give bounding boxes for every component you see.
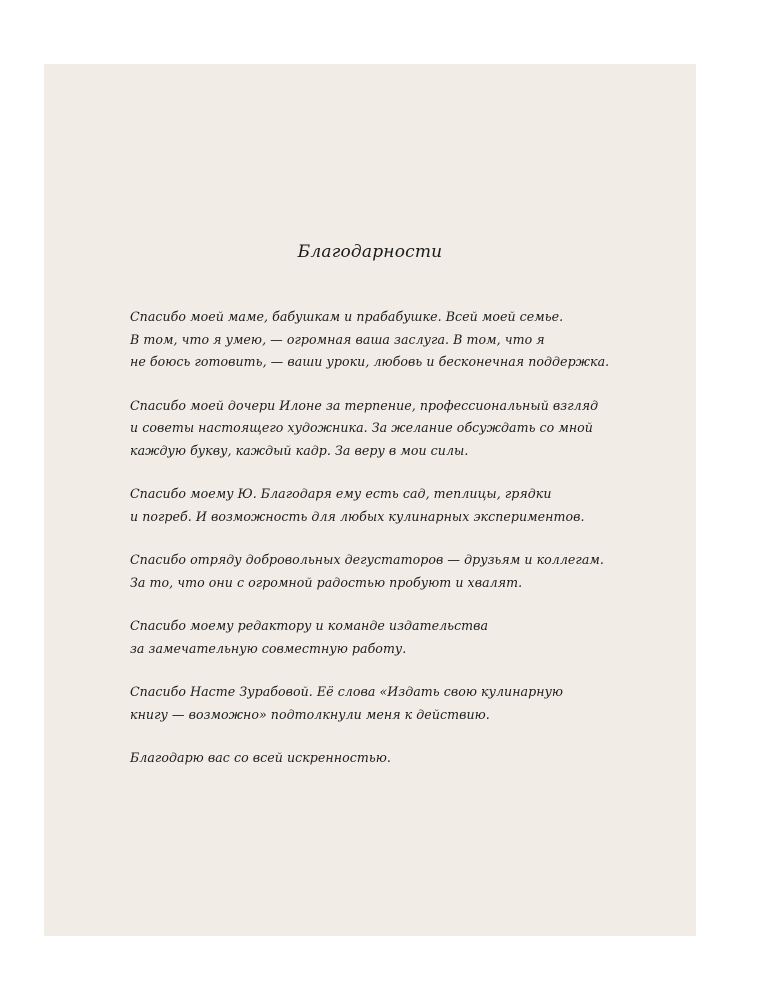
text-line: Спасибо моему Ю. Благодаря ему есть сад, теплицы, грядки [130,486,552,501]
text-line: Спасибо Насте Зурабовой. Её слова «Издать свою кулинарную [130,684,564,699]
text-line: каждую букву, каждый кадр. За веру в мои силы. [130,442,469,458]
text-line: В том, что я умею, — огромная ваша заслуга. В том, что я [130,331,545,347]
closing-paragraph [130,747,630,770]
text-line: Спасибо моему редактору и команде издательства [130,618,489,633]
text-line: и советы настоящего художника. За желание обсуждать со мной [130,420,593,435]
text-line: Спасибо отряду добровольных дегустаторов — друзьям и коллегам. [130,552,604,567]
text-line: За то, что они с огромной радостью пробуют и хвалят. [130,574,523,590]
text-line: не боюсь готовить, — ваши уроки, любовь и бесконечная поддержка. [130,354,610,369]
paragraph-nastya [130,681,630,726]
paragraph-daughter [130,395,630,463]
page-title: Благодарности [297,242,443,262]
acknowledgements-body [130,306,630,791]
document-page [44,64,696,936]
paragraph-family [130,306,630,374]
text-line: книгу — возможно» подтолкнули меня к действию. [130,706,490,722]
paragraph-editor [130,615,630,660]
paragraph-tasters [130,549,630,594]
paragraph-garden [130,483,630,528]
text-line: и погреб. И возможность для любых кулинарных экспериментов. [130,508,585,524]
text-line: Спасибо моей дочери Илоне за терпение, профессиональный взгляд [130,397,599,413]
closing-line: Благодарю вас со всей искренностью. [130,750,391,765]
text-line: за замечательную совместную работу. [130,640,407,656]
text-line: Спасибо моей маме, бабушкам и прабабушке. Всей моей семье. [130,309,564,324]
